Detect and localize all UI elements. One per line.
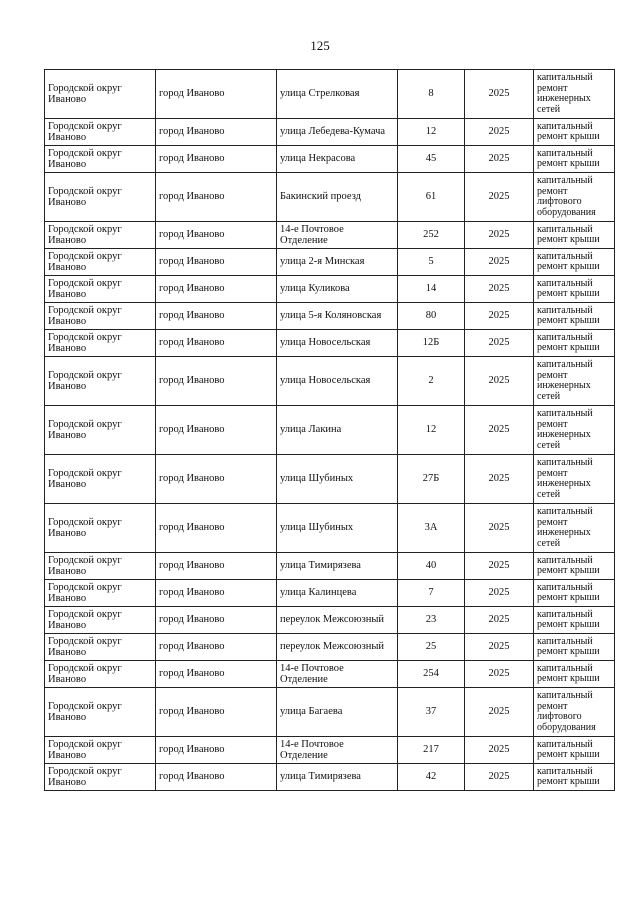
work-type-cell: капитальный ремонт крыши [534,634,615,661]
house-number-cell: 217 [398,737,465,764]
table-row [45,504,615,553]
street-cell: улица Тимирязева [277,553,398,580]
table-row [45,455,615,504]
year-cell: 2025 [465,504,534,553]
street-cell: переулок Межсоюзный [277,634,398,661]
house-number-cell: 12 [398,119,465,146]
house-number-cell: 45 [398,146,465,173]
work-type-cell: капитальный ремонт крыши [534,607,615,634]
work-type-cell: капитальный ремонт крыши [534,661,615,688]
city-cell: город Иваново [156,406,277,455]
city-cell: город Иваново [156,580,277,607]
street-cell: переулок Межсоюзный [277,607,398,634]
table-row [45,222,615,249]
work-type-cell: капитальный ремонт крыши [534,276,615,303]
year-cell: 2025 [465,70,534,119]
street-cell: улица Стрелковая [277,70,398,119]
street-cell: 14-е Почтовое Отделение [277,222,398,249]
city-cell: город Иваново [156,357,277,406]
city-cell: город Иваново [156,276,277,303]
table-row [45,634,615,661]
work-type-cell: капитальный ремонт крыши [534,764,615,791]
city-cell: город Иваново [156,222,277,249]
year-cell: 2025 [465,764,534,791]
street-cell: улица Куликова [277,276,398,303]
work-type-cell: капитальный ремонт инженерных сетей [534,455,615,504]
street-cell: улица Калинцева [277,580,398,607]
street-cell: улица 2-я Минская [277,249,398,276]
street-cell: улица Лакина [277,406,398,455]
district-cell: Городской округ Иваново [45,553,156,580]
street-cell: улица Шубиных [277,455,398,504]
street-cell: 14-е Почтовое Отделение [277,661,398,688]
year-cell: 2025 [465,634,534,661]
work-type-cell: капитальный ремонт крыши [534,303,615,330]
street-cell: улица Новосельская [277,357,398,406]
table-row [45,276,615,303]
house-number-cell: 7 [398,580,465,607]
work-type-cell: капитальный ремонт крыши [534,222,615,249]
year-cell: 2025 [465,737,534,764]
district-cell: Городской округ Иваново [45,688,156,737]
city-cell: город Иваново [156,737,277,764]
city-cell: город Иваново [156,249,277,276]
district-cell: Городской округ Иваново [45,406,156,455]
year-cell: 2025 [465,146,534,173]
district-cell: Городской округ Иваново [45,737,156,764]
table-row [45,357,615,406]
district-cell: Городской округ Иваново [45,249,156,276]
city-cell: город Иваново [156,303,277,330]
city-cell: город Иваново [156,607,277,634]
work-type-cell: капитальный ремонт инженерных сетей [534,70,615,119]
table-row [45,688,615,737]
district-cell: Городской округ Иваново [45,173,156,222]
year-cell: 2025 [465,661,534,688]
year-cell: 2025 [465,303,534,330]
house-number-cell: 8 [398,70,465,119]
work-type-cell: капитальный ремонт крыши [534,249,615,276]
year-cell: 2025 [465,406,534,455]
year-cell: 2025 [465,688,534,737]
table-row [45,119,615,146]
table-row [45,737,615,764]
city-cell: город Иваново [156,330,277,357]
table-row [45,330,615,357]
house-number-cell: 252 [398,222,465,249]
work-type-cell: капитальный ремонт инженерных сетей [534,357,615,406]
house-number-cell: 42 [398,764,465,791]
house-number-cell: 254 [398,661,465,688]
house-number-cell: 61 [398,173,465,222]
district-cell: Городской округ Иваново [45,504,156,553]
city-cell: город Иваново [156,455,277,504]
house-number-cell: 14 [398,276,465,303]
city-cell: город Иваново [156,504,277,553]
house-number-cell: 12 [398,406,465,455]
house-number-cell: 12Б [398,330,465,357]
table-row [45,303,615,330]
district-cell: Городской округ Иваново [45,661,156,688]
table-body [45,70,615,791]
city-cell: город Иваново [156,553,277,580]
street-cell: улица Лебедева-Кумача [277,119,398,146]
table-row [45,173,615,222]
table-row [45,406,615,455]
city-cell: город Иваново [156,661,277,688]
work-type-cell: капитальный ремонт крыши [534,553,615,580]
work-type-cell: капитальный ремонт лифтового оборудования [534,688,615,737]
year-cell: 2025 [465,607,534,634]
street-cell: улица Тимирязева [277,764,398,791]
city-cell: город Иваново [156,688,277,737]
table-row [45,70,615,119]
house-number-cell: 5 [398,249,465,276]
street-cell: улица Некрасова [277,146,398,173]
work-type-cell: капитальный ремонт инженерных сетей [534,504,615,553]
year-cell: 2025 [465,276,534,303]
work-type-cell: капитальный ремонт лифтового оборудования [534,173,615,222]
street-cell: улица Багаева [277,688,398,737]
city-cell: город Иваново [156,173,277,222]
city-cell: город Иваново [156,70,277,119]
work-type-cell: капитальный ремонт крыши [534,146,615,173]
district-cell: Городской округ Иваново [45,455,156,504]
work-type-cell: капитальный ремонт крыши [534,330,615,357]
house-number-cell: 80 [398,303,465,330]
table-row [45,249,615,276]
district-cell: Городской округ Иваново [45,764,156,791]
table-row [45,607,615,634]
city-cell: город Иваново [156,119,277,146]
district-cell: Городской округ Иваново [45,303,156,330]
work-type-cell: капитальный ремонт крыши [534,737,615,764]
city-cell: город Иваново [156,146,277,173]
work-type-cell: капитальный ремонт инженерных сетей [534,406,615,455]
year-cell: 2025 [465,173,534,222]
district-cell: Городской округ Иваново [45,357,156,406]
year-cell: 2025 [465,553,534,580]
house-number-cell: 40 [398,553,465,580]
year-cell: 2025 [465,249,534,276]
city-cell: город Иваново [156,634,277,661]
year-cell: 2025 [465,330,534,357]
table-row [45,764,615,791]
table-row [45,661,615,688]
street-cell: улица Новосельская [277,330,398,357]
year-cell: 2025 [465,357,534,406]
district-cell: Городской округ Иваново [45,70,156,119]
district-cell: Городской округ Иваново [45,580,156,607]
district-cell: Городской округ Иваново [45,222,156,249]
street-cell: улица 5-я Коляновская [277,303,398,330]
house-number-cell: 23 [398,607,465,634]
district-cell: Городской округ Иваново [45,607,156,634]
house-number-cell: 2 [398,357,465,406]
table-row [45,580,615,607]
district-cell: Городской округ Иваново [45,146,156,173]
work-type-cell: капитальный ремонт крыши [534,119,615,146]
street-cell: улица Шубиных [277,504,398,553]
year-cell: 2025 [465,222,534,249]
table-row [45,553,615,580]
city-cell: город Иваново [156,764,277,791]
year-cell: 2025 [465,455,534,504]
district-cell: Городской округ Иваново [45,276,156,303]
work-type-cell: капитальный ремонт крыши [534,580,615,607]
district-cell: Городской округ Иваново [45,330,156,357]
repair-schedule-table [44,69,615,791]
year-cell: 2025 [465,580,534,607]
district-cell: Городской округ Иваново [45,634,156,661]
table-row [45,146,615,173]
district-cell: Городской округ Иваново [45,119,156,146]
house-number-cell: 37 [398,688,465,737]
street-cell: 14-е Почтовое Отделение [277,737,398,764]
street-cell: Бакинский проезд [277,173,398,222]
house-number-cell: 3А [398,504,465,553]
page-number: 125 [310,38,330,53]
house-number-cell: 27Б [398,455,465,504]
house-number-cell: 25 [398,634,465,661]
year-cell: 2025 [465,119,534,146]
